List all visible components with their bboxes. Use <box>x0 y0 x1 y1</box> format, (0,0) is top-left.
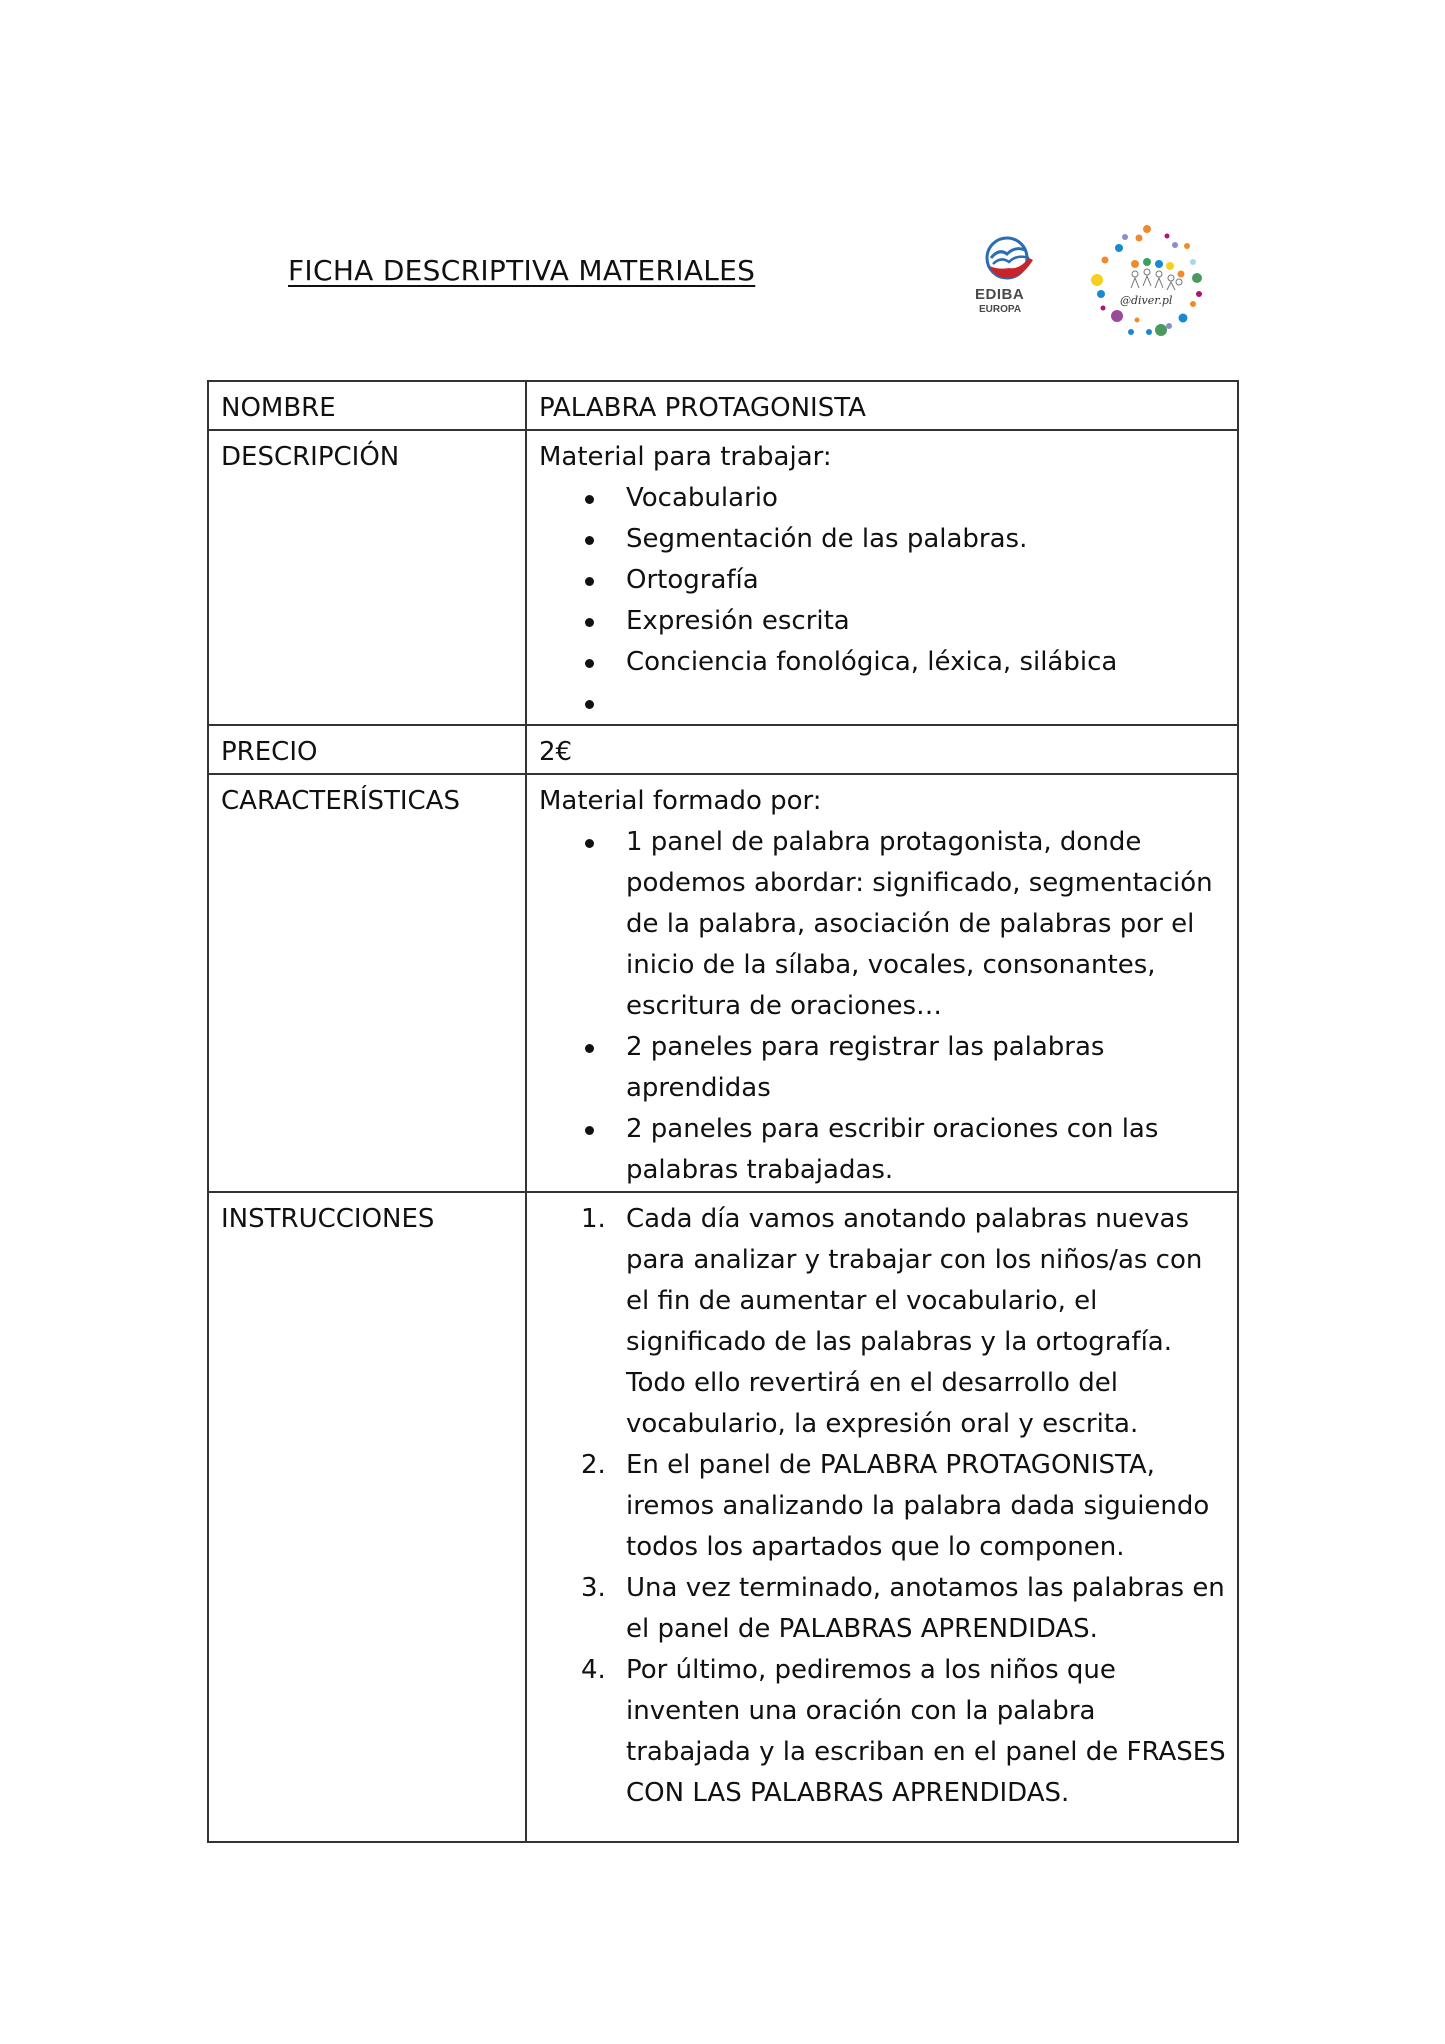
descripcion-list <box>539 478 1227 724</box>
caracteristicas-list <box>539 822 1227 1191</box>
numbered-item <box>539 1445 1227 1568</box>
table-row-precio <box>208 725 1238 774</box>
list-item: Ortografía <box>539 560 1227 601</box>
item-number: 2. <box>581 1450 606 1480</box>
item-text: En el panel de PALABRA PROTAGONISTA, iremos analizando la palabra dada siguiendo todos los apartados que lo componen. <box>626 1450 1210 1562</box>
table-row-instrucciones <box>208 1192 1238 1842</box>
list-item: 2 paneles para escribir oraciones con las palabras trabajadas. <box>539 1109 1227 1191</box>
row-label: PRECIO <box>208 725 526 774</box>
numbered-item <box>539 1650 1227 1814</box>
row-label: DESCRIPCIÓN <box>208 430 526 725</box>
list-item: Vocabulario <box>539 478 1227 519</box>
item-text: Por último, pediremos a los niños que inventen una oración con la palabra trabajada y la escriban en el panel de FRASES CON LAS PALABRAS APRENDIDAS. <box>626 1655 1226 1808</box>
precio-value: 2€ <box>526 725 1238 774</box>
ediba-globe-icon <box>983 236 1035 284</box>
ediba-logo-sub: EUROPA <box>979 304 1022 315</box>
row-label: INSTRUCCIONES <box>208 1192 526 1842</box>
ediba-europa-logo <box>975 236 1045 326</box>
row-label: CARACTERÍSTICAS <box>208 774 526 1192</box>
row-label: NOMBRE <box>208 381 526 430</box>
descripcion-cell <box>526 430 1238 725</box>
table-row-descripcion <box>208 430 1238 725</box>
list-item-empty <box>539 683 1227 724</box>
item-text: Una vez terminado, anotamos las palabras en el panel de PALABRAS APRENDIDAS. <box>626 1573 1225 1644</box>
page-title: FICHA DESCRIPTIVA MATERIALES <box>288 254 756 287</box>
list-item: Expresión escrita <box>539 601 1227 642</box>
item-number: 4. <box>581 1655 606 1685</box>
list-item: 1 panel de palabra protagonista, donde podemos abordar: significado, segmentación de la palabra, asociación de palabras por el inicio de la sílaba, vocales, consonantes, escritura de oraciones… <box>539 822 1227 1027</box>
descripcion-intro: Material para trabajar: <box>539 442 832 472</box>
materials-table <box>207 380 1239 1843</box>
numbered-item <box>539 1568 1227 1650</box>
diver-logo <box>1075 222 1215 342</box>
list-item: 2 paneles para registrar las palabras aprendidas <box>539 1027 1227 1109</box>
instrucciones-list <box>539 1199 1227 1814</box>
table-row-nombre <box>208 381 1238 430</box>
item-number: 1. <box>581 1204 606 1234</box>
item-number: 3. <box>581 1573 606 1603</box>
table-row-caracteristicas <box>208 774 1238 1192</box>
list-item: Conciencia fonológica, léxica, silábica <box>539 642 1227 683</box>
diver-logo-handle: @diver.pl <box>1120 294 1173 307</box>
list-item: Segmentación de las palabras. <box>539 519 1227 560</box>
caracteristicas-intro: Material formado por: <box>539 786 822 816</box>
diver-dots-ring-icon <box>1075 222 1215 342</box>
ediba-logo-name: EDIBA <box>975 286 1025 303</box>
nombre-value: PALABRA PROTAGONISTA <box>526 381 1238 430</box>
instrucciones-cell <box>526 1192 1238 1842</box>
item-text: Cada día vamos anotando palabras nuevas para analizar y trabajar con los niños/as con el fin de aumentar el vocabulario, el significado de las palabras y la ortografía. Todo ello revertirá en el desarrollo del vocabulario, la expresión oral y escrita. <box>626 1204 1203 1439</box>
caracteristicas-cell <box>526 774 1238 1192</box>
numbered-item <box>539 1199 1227 1445</box>
